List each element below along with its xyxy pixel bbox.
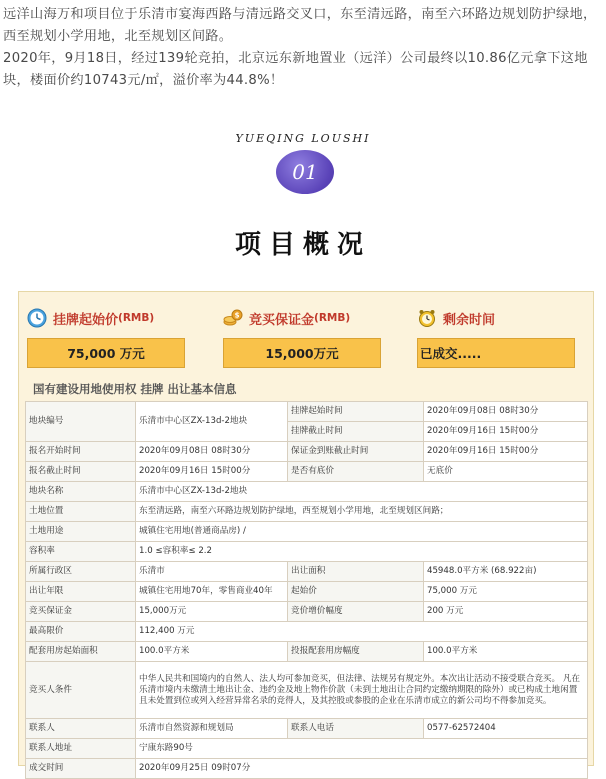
metric-deposit (223, 308, 381, 368)
table-row (26, 542, 588, 562)
table-row (26, 642, 588, 662)
cell-value: 2020年09月16日 15时00分 (424, 442, 588, 462)
cell-label: 保证金到账截止时间 (288, 442, 424, 462)
cell-label: 联系人 (26, 719, 136, 739)
land-info-panel (18, 291, 594, 773)
cell-label: 联系人电话 (288, 719, 424, 739)
cell-label: 容积率 (26, 542, 136, 562)
cell-value: 城镇住宅用地70年，零售商业40年 (136, 582, 288, 602)
cell-value: 0577-62572404 (424, 719, 588, 739)
info-subtitle: 国有建设用地使用权 挂牌 出让基本信息 (33, 382, 237, 396)
cell-label: 所属行政区 (26, 562, 136, 582)
cell-value: 112,400 万元 (136, 622, 588, 642)
table-row (26, 562, 588, 582)
cell-label: 起始价 (288, 582, 424, 602)
money-icon (223, 308, 243, 328)
metric-start-price (27, 308, 185, 368)
table-row (26, 442, 588, 462)
cell-value: 200 万元 (424, 602, 588, 622)
table-row (26, 662, 588, 719)
cell-value: 宁康东路90号 (136, 739, 588, 759)
svg-text:$: $ (234, 311, 240, 320)
cell-value: 75,000 万元 (424, 582, 588, 602)
cell-value: 无底价 (424, 462, 588, 482)
cell-label: 竞买人条件 (26, 662, 136, 719)
cell-label: 土地用途 (26, 522, 136, 542)
metric-unit: (RMB) (118, 312, 155, 324)
table-row (26, 739, 588, 759)
metric-unit: (RMB) (314, 312, 351, 324)
cell-label: 挂牌截止时间 (288, 422, 424, 442)
table-row (26, 522, 588, 542)
cell-value: 2020年09月25日 09时07分 (136, 759, 588, 779)
cell-value: 2020年09月08日 08时30分 (424, 402, 588, 422)
cell-label: 土地位置 (26, 502, 136, 522)
table-row (26, 759, 588, 779)
section-english-title: YUEQING LOUSHI (235, 132, 371, 145)
metric-value: 15,000万元 (223, 338, 381, 368)
cell-label: 报名开始时间 (26, 442, 136, 462)
table-row (26, 502, 588, 522)
metric-value: 已成交..... (417, 338, 575, 368)
metric-label: 竞买保证金 (249, 312, 315, 328)
cell-label: 联系人地址 (26, 739, 136, 759)
metric-label: 剩余时间 (443, 312, 496, 328)
clock-icon (27, 308, 47, 328)
cell-value: 2020年09月16日 15时00分 (424, 422, 588, 442)
section-number-badge: 01 (276, 150, 334, 194)
alarm-clock-icon (417, 308, 437, 328)
table-row (26, 402, 588, 422)
cell-value: 东至清远路，南至六环路边规划防护绿地，西至规划小学用地，北至规划区间路； (136, 502, 588, 522)
section-title: 项目概况 (234, 230, 371, 260)
table-row (26, 582, 588, 602)
cell-label: 出让面积 (288, 562, 424, 582)
cell-value: 2020年09月08日 08时30分 (136, 442, 288, 462)
cell-value: 2020年09月16日 15时00分 (136, 462, 288, 482)
table-row (26, 719, 588, 739)
cell-label: 竞买保证金 (26, 602, 136, 622)
cell-label: 报名截止时间 (26, 462, 136, 482)
intro-paragraph-location: 远洋山海万和项目位于乐清市宴海西路与清远路交叉口，东至清远路，南至六环路边规划防护绿地，西至规划小学用地，北至规划区间路。 (3, 7, 597, 44)
table-row (26, 462, 588, 482)
cell-label: 是否有底价 (288, 462, 424, 482)
cell-value: 45948.0平方米 (68.922亩) (424, 562, 588, 582)
cell-value: 15,000万元 (136, 602, 288, 622)
cell-label: 挂牌起始时间 (288, 402, 424, 422)
cell-value: 乐清市自然资源和规划局 (136, 719, 288, 739)
metric-value: 75,000 万元 (27, 338, 185, 368)
cell-value: 乐清市中心区ZX-13d-2地块 (136, 402, 288, 442)
land-info-table (25, 401, 588, 779)
cell-label: 配套用房起始面积 (26, 642, 136, 662)
cell-label: 地块名称 (26, 482, 136, 502)
cell-value: 1.0 ≤容积率≤ 2.2 (136, 542, 588, 562)
cell-label: 投报配套用房幅度 (288, 642, 424, 662)
metric-label: 挂牌起始价 (53, 312, 119, 328)
cell-label: 最高限价 (26, 622, 136, 642)
table-row (26, 482, 588, 502)
table-row (26, 602, 588, 622)
metric-remaining-time (417, 308, 575, 368)
cell-value: 乐清市中心区ZX-13d-2地块 (136, 482, 588, 502)
table-row (26, 622, 588, 642)
cell-value: 中华人民共和国境内的自然人、法人均可参加竞买，但法律、法规另有规定外。本次出让活动不接受联合竞买。 凡在乐清市境内未缴清土地出让金、违约金及地上物作价款（未到土地出让合同约定缴纳期限的除外）或已构成土地闲置且未处置到位或列入经营异常名录的竞得人，及其控股或参股的企业在乐清市成立的新公司均不得参加竞买。 (136, 662, 588, 719)
intro-paragraph-auction: 2020年，9月18日，经过139轮竞拍，北京远东新地置业（远洋）公司最终以10.86亿元拿下这地块，楼面价约10743元/㎡，溢价率为44.8%！ (3, 51, 588, 88)
cell-value: 100.0平方米 (424, 642, 588, 662)
cell-label: 地块编号 (26, 402, 136, 442)
cell-value: 100.0平方米 (136, 642, 288, 662)
cell-label: 竞价增价幅度 (288, 602, 424, 622)
cell-value: 城镇住宅用地(普通商品房) / (136, 522, 588, 542)
cell-label: 出让年限 (26, 582, 136, 602)
cell-label: 成交时间 (26, 759, 136, 779)
cell-value: 乐清市 (136, 562, 288, 582)
